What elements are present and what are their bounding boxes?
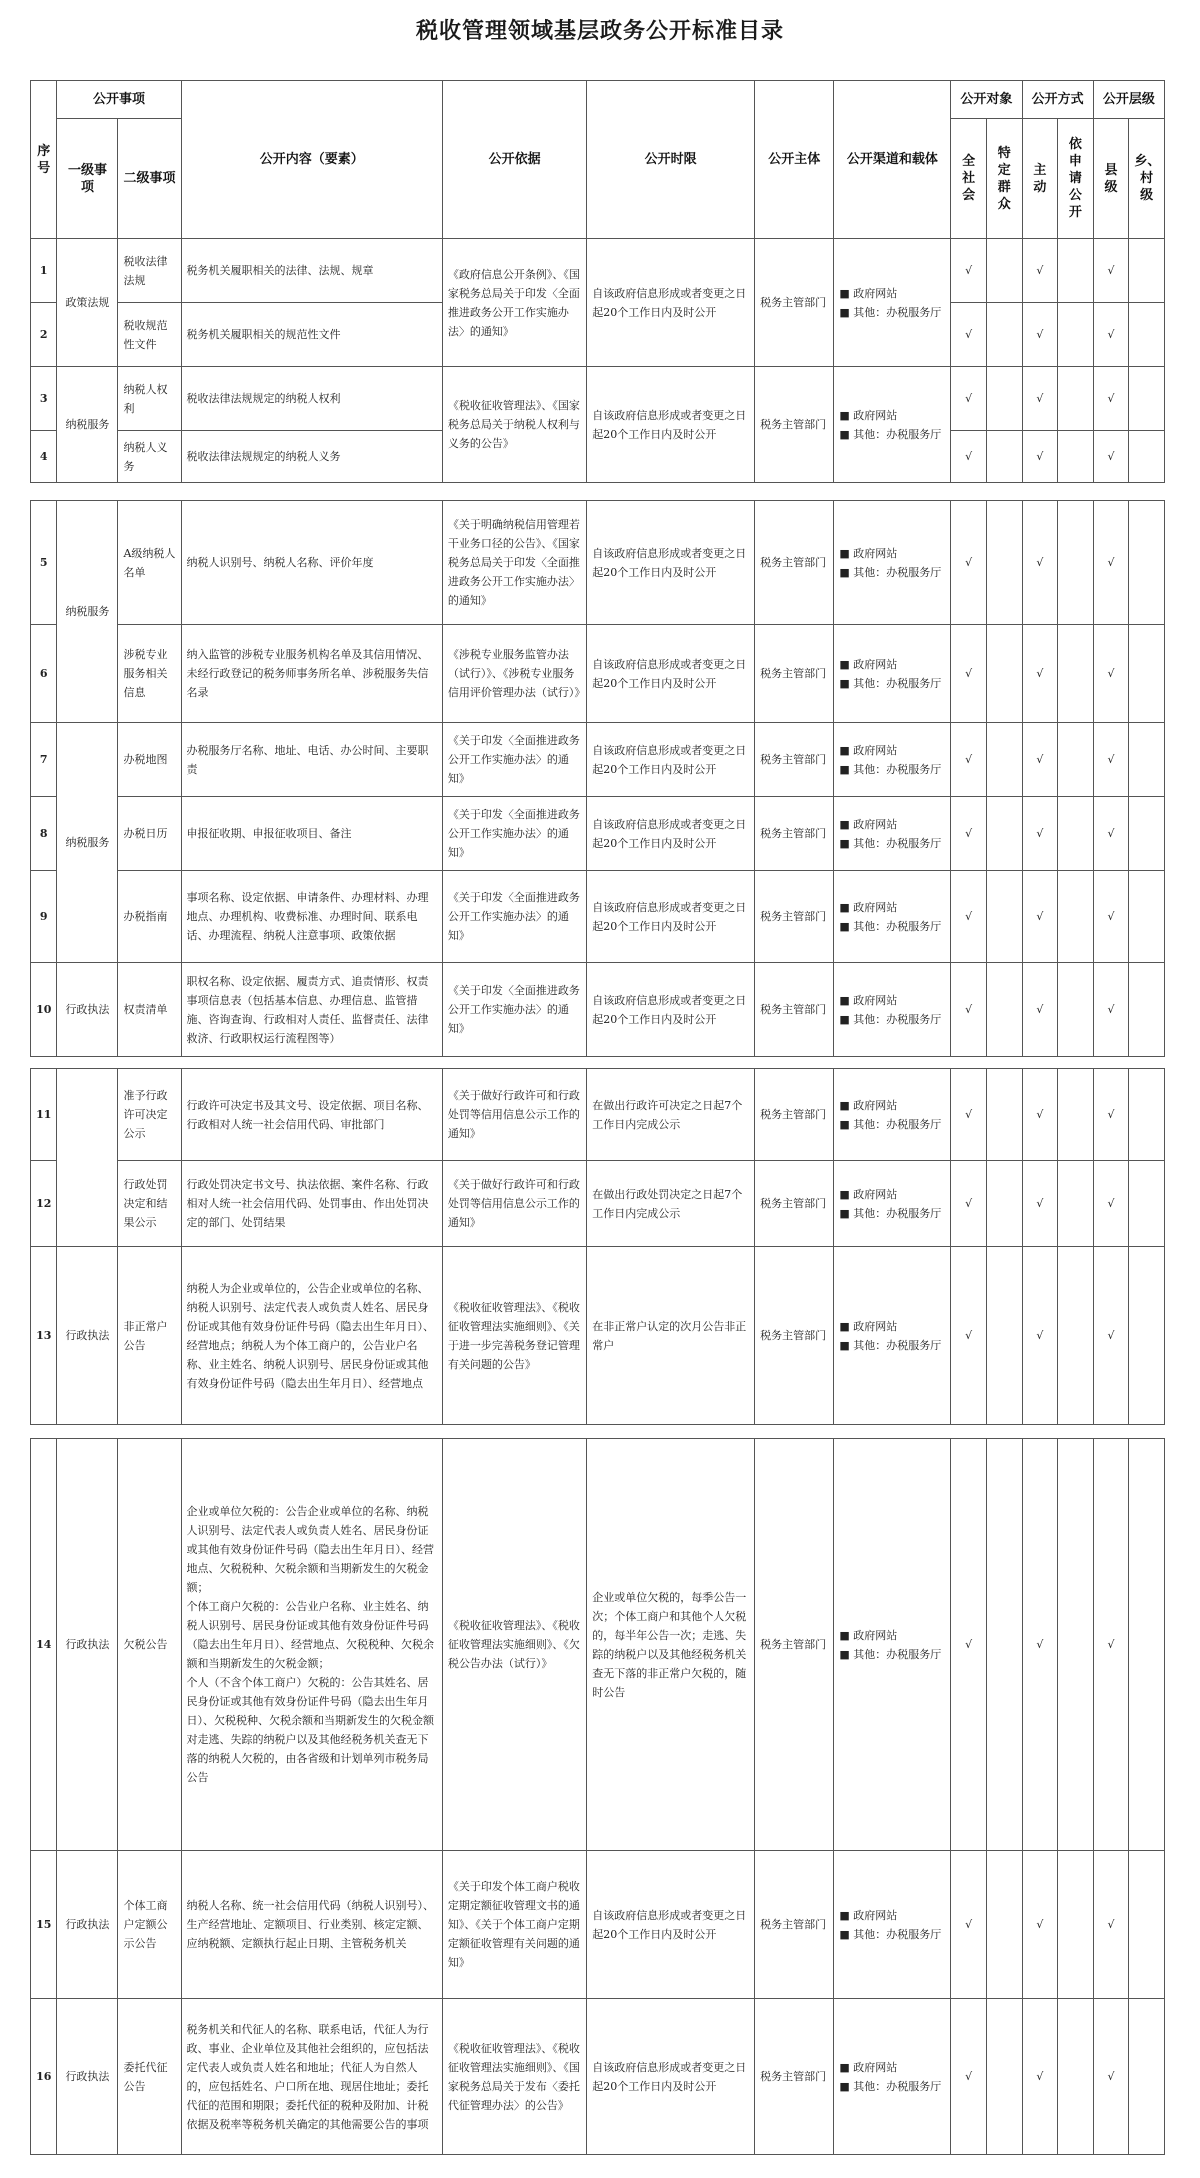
channel-web: ■ 政府网站 <box>839 1187 898 1201</box>
header-level-county: 县级 <box>1093 119 1129 239</box>
channel-other: ■ 其他：办税服务厅 <box>839 565 942 579</box>
row-basis: 《关于印发〈全面推进政务公开工作实施办法〉的通知》 <box>442 871 586 963</box>
row-seq: 11 <box>31 1069 57 1161</box>
row-basis: 《关于印发〈全面推进政务公开工作实施办法〉的通知》 <box>442 797 586 871</box>
row-time: 在非正常户认定的次月公告非正常户 <box>587 1247 755 1425</box>
catalog-table-section-4 <box>30 1438 1165 2155</box>
table-row <box>31 1999 1165 2155</box>
table-row <box>31 239 1165 303</box>
row-level2: 行政处罚决定和结果公示 <box>118 1161 181 1247</box>
check-level-county: √ <box>1093 239 1129 303</box>
row-time: 自该政府信息形成或者变更之日起20个工作日内及时公开 <box>587 239 755 367</box>
channel-web: ■ 政府网站 <box>839 1628 898 1642</box>
row-channel <box>834 1069 951 1161</box>
table-row <box>31 1439 1165 1851</box>
header-mode-request: 依申请公开 <box>1058 119 1094 239</box>
row-level2: 办税地图 <box>118 723 181 797</box>
check-target-all: √ <box>951 1439 987 1851</box>
table-row <box>31 871 1165 963</box>
row-seq: 4 <box>31 431 57 483</box>
check-level-county: √ <box>1093 871 1129 963</box>
channel-web: ■ 政府网站 <box>839 408 898 422</box>
header-channel: 公开渠道和载体 <box>834 81 951 239</box>
check-level-county: √ <box>1093 1851 1129 1999</box>
channel-other: ■ 其他：办税服务厅 <box>839 1927 942 1941</box>
row-subject: 税务主管部门 <box>755 1439 834 1851</box>
check-mode-active: √ <box>1022 871 1058 963</box>
row-seq: 13 <box>31 1247 57 1425</box>
row-subject: 税务主管部门 <box>755 239 834 367</box>
header-target-specific: 特定群众 <box>986 119 1022 239</box>
row-time: 自该政府信息形成或者变更之日起20个工作日内及时公开 <box>587 1999 755 2155</box>
channel-other: ■ 其他：办税服务厅 <box>839 676 942 690</box>
check-target-all: √ <box>951 625 987 723</box>
channel-web: ■ 政府网站 <box>839 1319 898 1333</box>
check-mode-active: √ <box>1022 431 1058 483</box>
row-content: 行政处罚决定书文号、执法依据、案件名称、行政相对人统一社会信用代码、处罚事由、作出处罚决定的部门、处罚结果 <box>181 1161 442 1247</box>
channel-other: ■ 其他：办税服务厅 <box>839 305 942 319</box>
channel-other: ■ 其他：办税服务厅 <box>839 762 942 776</box>
row-content: 纳税人名称、统一社会信用代码（纳税人识别号）、生产经营地址、定额项目、行业类别、核定定额、应纳税额、定额执行起止日期、主管税务机关 <box>181 1851 442 1999</box>
table-row <box>31 723 1165 797</box>
row-level2: 税收法律法规 <box>118 239 181 303</box>
row-content: 职权名称、设定依据、履责方式、追责情形、权责事项信息表（包括基本信息、办理信息、监管措施、咨询查询、行政相对人责任、监督责任、法律救济、行政职权运行流程图等） <box>181 963 442 1057</box>
row-seq: 6 <box>31 625 57 723</box>
header-subject: 公开主体 <box>755 81 834 239</box>
check-level-county: √ <box>1093 1069 1129 1161</box>
check-mode-active: √ <box>1022 1999 1058 2155</box>
row-channel <box>834 1439 951 1851</box>
row-content: 申报征收期、申报征收项目、备注 <box>181 797 442 871</box>
row-time: 自该政府信息形成或者变更之日起20个工作日内及时公开 <box>587 963 755 1057</box>
row-level2: 纳税人义务 <box>118 431 181 483</box>
row-time: 自该政府信息形成或者变更之日起20个工作日内及时公开 <box>587 723 755 797</box>
row-level1: 行政执法 <box>57 1851 118 1999</box>
row-content: 税收法律法规规定的纳税人义务 <box>181 431 442 483</box>
check-target-all: √ <box>951 501 987 625</box>
row-content: 纳税人为企业或单位的，公告企业或单位的名称、纳税人识别号、法定代表人或负责人姓名、居民身份证或其他有效身份证件号码（隐去出生年月日）、经营地点；纳税人为个体工商户的，公告业户名称、业主姓名、纳税人识别号、居民身份证或其他有效身份证件号码（隐去出生年月日）、经营地点 <box>181 1247 442 1425</box>
row-content: 办税服务厅名称、地址、电话、办公时间、主要职责 <box>181 723 442 797</box>
row-level1: 纳税服务 <box>57 501 118 723</box>
channel-other: ■ 其他：办税服务厅 <box>839 427 942 441</box>
check-level-county: √ <box>1093 367 1129 431</box>
channel-web: ■ 政府网站 <box>839 900 898 914</box>
row-level2: 权责清单 <box>118 963 181 1057</box>
row-seq: 14 <box>31 1439 57 1851</box>
row-channel <box>834 797 951 871</box>
row-channel <box>834 367 951 483</box>
channel-web: ■ 政府网站 <box>839 743 898 757</box>
row-basis: 《涉税专业服务监管办法（试行）》、《涉税专业服务信用评价管理办法（试行）》 <box>442 625 586 723</box>
table-row <box>31 1247 1165 1425</box>
check-target-all: √ <box>951 367 987 431</box>
check-target-all: √ <box>951 239 987 303</box>
row-basis: 《政府信息公开条例》、《国家税务总局关于印发〈全面推进政务公开工作实施办法〉的通知》 <box>442 239 586 367</box>
check-level-county: √ <box>1093 303 1129 367</box>
row-basis: 《税收征收管理法》、《税收征收管理法实施细则》、《关于进一步完善税务登记管理有关问题的公告》 <box>442 1247 586 1425</box>
check-mode-active: √ <box>1022 303 1058 367</box>
row-level1: 纳税服务 <box>57 367 118 483</box>
channel-other: ■ 其他：办税服务厅 <box>839 919 942 933</box>
channel-other: ■ 其他：办税服务厅 <box>839 2079 942 2093</box>
row-time: 自该政府信息形成或者变更之日起20个工作日内及时公开 <box>587 367 755 483</box>
row-channel <box>834 871 951 963</box>
channel-other: ■ 其他：办税服务厅 <box>839 1012 942 1026</box>
row-basis: 《税收征收管理法》、《税收征收管理法实施细则》、《国家税务总局关于发布〈委托代征管理办法〉的公告》 <box>442 1999 586 2155</box>
row-time: 自该政府信息形成或者变更之日起20个工作日内及时公开 <box>587 501 755 625</box>
header-level-town: 乡、村级 <box>1129 119 1165 239</box>
table-row <box>31 797 1165 871</box>
row-level1: 行政执法 <box>57 963 118 1057</box>
check-target-all: √ <box>951 303 987 367</box>
check-mode-active: √ <box>1022 367 1058 431</box>
row-level1: 行政执法 <box>57 1247 118 1425</box>
row-basis: 《关于明确纳税信用管理若干业务口径的公告》、《国家税务总局关于印发〈全面推进政务公开工作实施办法〉的通知》 <box>442 501 586 625</box>
row-channel <box>834 501 951 625</box>
channel-web: ■ 政府网站 <box>839 546 898 560</box>
row-subject: 税务主管部门 <box>755 1999 834 2155</box>
document-title: 税收管理领域基层政务公开标准目录 <box>415 19 784 44</box>
check-level-county: √ <box>1093 1161 1129 1247</box>
row-channel <box>834 1247 951 1425</box>
catalog-table-section-3 <box>30 1068 1165 1425</box>
check-target-all: √ <box>951 1161 987 1247</box>
check-target-all: √ <box>951 723 987 797</box>
row-content: 税务机关履职相关的规范性文件 <box>181 303 442 367</box>
check-target-all: √ <box>951 1247 987 1425</box>
channel-other: ■ 其他：办税服务厅 <box>839 1647 942 1661</box>
row-time: 自该政府信息形成或者变更之日起20个工作日内及时公开 <box>587 871 755 963</box>
row-level2: A级纳税人名单 <box>118 501 181 625</box>
channel-web: ■ 政府网站 <box>839 286 898 300</box>
row-channel <box>834 239 951 367</box>
row-content: 纳入监管的涉税专业服务机构名单及其信用情况、未经行政登记的税务师事务所名单、涉税服务失信名录 <box>181 625 442 723</box>
check-mode-active: √ <box>1022 1851 1058 1999</box>
row-level2: 非正常户公告 <box>118 1247 181 1425</box>
header-time-limit: 公开时限 <box>587 81 755 239</box>
row-seq: 2 <box>31 303 57 367</box>
row-subject: 税务主管部门 <box>755 797 834 871</box>
check-level-county: √ <box>1093 963 1129 1057</box>
check-target-all: √ <box>951 1999 987 2155</box>
row-basis: 《关于印发〈全面推进政务公开工作实施办法〉的通知》 <box>442 723 586 797</box>
check-level-county: √ <box>1093 501 1129 625</box>
row-level1: 行政执法 <box>57 1999 118 2155</box>
row-seq: 1 <box>31 239 57 303</box>
row-basis: 《关于做好行政许可和行政处罚等信用信息公示工作的通知》 <box>442 1161 586 1247</box>
row-time: 企业或单位欠税的，每季公告一次；个体工商户和其他个人欠税的，每半年公告一次；走逃、失踪的纳税户以及其他经税务机关查无下落的非正常户欠税的，随时公告 <box>587 1439 755 1851</box>
header-level: 公开层级 <box>1093 81 1164 119</box>
row-level2: 税收规范性文件 <box>118 303 181 367</box>
check-mode-active: √ <box>1022 1161 1058 1247</box>
row-level2: 欠税公告 <box>118 1439 181 1851</box>
header-level1: 一级事项 <box>57 119 118 239</box>
row-content: 税务机关履职相关的法律、法规、规章 <box>181 239 442 303</box>
row-time: 在做出行政许可决定之日起7个工作日内完成公示 <box>587 1069 755 1161</box>
catalog-table-section-1 <box>30 80 1165 483</box>
row-subject: 税务主管部门 <box>755 1069 834 1161</box>
table-row <box>31 1069 1165 1161</box>
check-level-county: √ <box>1093 431 1129 483</box>
table-row <box>31 963 1165 1057</box>
table-row <box>31 1851 1165 1999</box>
row-subject: 税务主管部门 <box>755 871 834 963</box>
row-content: 行政许可决定书及其文号、设定依据、项目名称、行政相对人统一社会信用代码、审批部门 <box>181 1069 442 1161</box>
row-seq: 8 <box>31 797 57 871</box>
check-level-county: √ <box>1093 1439 1129 1851</box>
table-row <box>31 625 1165 723</box>
header-content: 公开内容（要素） <box>181 81 442 239</box>
row-seq: 9 <box>31 871 57 963</box>
check-mode-active: √ <box>1022 797 1058 871</box>
check-target-all: √ <box>951 1069 987 1161</box>
check-mode-active: √ <box>1022 1439 1058 1851</box>
check-level-county: √ <box>1093 723 1129 797</box>
row-subject: 税务主管部门 <box>755 723 834 797</box>
header-items: 公开事项 <box>57 81 181 119</box>
channel-web: ■ 政府网站 <box>839 993 898 1007</box>
row-subject: 税务主管部门 <box>755 1247 834 1425</box>
row-seq: 16 <box>31 1999 57 2155</box>
row-seq: 7 <box>31 723 57 797</box>
check-target-all: √ <box>951 871 987 963</box>
catalog-table-section-2 <box>30 500 1165 1057</box>
row-level2: 准予行政许可决定公示 <box>118 1069 181 1161</box>
row-time: 自该政府信息形成或者变更之日起20个工作日内及时公开 <box>587 625 755 723</box>
table-row <box>31 367 1165 431</box>
row-subject: 税务主管部门 <box>755 625 834 723</box>
channel-other: ■ 其他：办税服务厅 <box>839 836 942 850</box>
row-subject: 税务主管部门 <box>755 963 834 1057</box>
row-channel <box>834 723 951 797</box>
row-seq: 5 <box>31 501 57 625</box>
row-seq: 15 <box>31 1851 57 1999</box>
row-basis: 《税收征收管理法》、《税收征收管理法实施细则》、《欠税公告办法（试行）》 <box>442 1439 586 1851</box>
header-mode: 公开方式 <box>1022 81 1093 119</box>
header-mode-active: 主动 <box>1022 119 1058 239</box>
row-level2: 个体工商户定额公示公告 <box>118 1851 181 1999</box>
row-content: 企业或单位欠税的：公告企业或单位的名称、纳税人识别号、法定代表人或负责人姓名、居民身份证或其他有效身份证件号码（隐去出生年月日）、经营地点、欠税税种、欠税余额和当期新发生的欠税金额； 个体工商户欠税的：公告业户名称、业主姓名、纳税人识别号、居民身份证或其他有效身份证件号码（隐去出生年月日）、经营地点、欠税税种、欠税余额和当期新发生的欠税金额； 个人（不含个体工商户）欠税的：公告其姓名、居民身份证或其他有效身份证件号码（隐去出生年月日）、欠税税种、欠税余额和当期新发生的欠税金额 对走逃、失踪的纳税户以及其他经税务机关查无下落的纳税人欠税的，由各省级和计划单列市税务局公告 <box>181 1439 442 1851</box>
row-level2: 纳税人权利 <box>118 367 181 431</box>
header-level2: 二级事项 <box>118 119 181 239</box>
row-seq: 12 <box>31 1161 57 1247</box>
row-seq: 3 <box>31 367 57 431</box>
channel-other: ■ 其他：办税服务厅 <box>839 1117 942 1131</box>
row-level2: 涉税专业服务相关信息 <box>118 625 181 723</box>
row-channel <box>834 1161 951 1247</box>
table-row <box>31 501 1165 625</box>
header-target: 公开对象 <box>951 81 1022 119</box>
row-subject: 税务主管部门 <box>755 367 834 483</box>
row-content: 税收法律法规规定的纳税人权利 <box>181 367 442 431</box>
row-basis: 《税收征收管理法》、《国家税务总局关于纳税人权利与义务的公告》 <box>442 367 586 483</box>
row-level2: 委托代征公告 <box>118 1999 181 2155</box>
row-level2: 办税指南 <box>118 871 181 963</box>
row-time: 自该政府信息形成或者变更之日起20个工作日内及时公开 <box>587 1851 755 1999</box>
check-target-all: √ <box>951 963 987 1057</box>
row-channel <box>834 1999 951 2155</box>
channel-other: ■ 其他：办税服务厅 <box>839 1206 942 1220</box>
check-mode-active: √ <box>1022 625 1058 723</box>
channel-web: ■ 政府网站 <box>839 817 898 831</box>
check-mode-active: √ <box>1022 239 1058 303</box>
row-content: 事项名称、设定依据、申请条件、办理材料、办理地点、办理机构、收费标准、办理时间、联系电话、办理流程、纳税人注意事项、政策依据 <box>181 871 442 963</box>
row-level1: 政策法规 <box>57 239 118 367</box>
row-channel <box>834 625 951 723</box>
row-basis: 《关于印发〈全面推进政务公开工作实施办法〉的通知》 <box>442 963 586 1057</box>
row-level2: 办税日历 <box>118 797 181 871</box>
row-channel <box>834 1851 951 1999</box>
row-seq: 10 <box>31 963 57 1057</box>
channel-web: ■ 政府网站 <box>839 657 898 671</box>
row-time: 在做出行政处罚决定之日起7个工作日内完成公示 <box>587 1161 755 1247</box>
channel-other: ■ 其他：办税服务厅 <box>839 1338 942 1352</box>
header-seq: 序号 <box>31 81 57 239</box>
table-row <box>31 1161 1165 1247</box>
header-basis: 公开依据 <box>442 81 586 239</box>
channel-web: ■ 政府网站 <box>839 1908 898 1922</box>
check-target-all: √ <box>951 431 987 483</box>
row-basis: 《关于做好行政许可和行政处罚等信用信息公示工作的通知》 <box>442 1069 586 1161</box>
check-mode-active: √ <box>1022 1069 1058 1161</box>
check-mode-active: √ <box>1022 963 1058 1057</box>
row-content: 纳税人识别号、纳税人名称、评价年度 <box>181 501 442 625</box>
check-level-county: √ <box>1093 625 1129 723</box>
row-subject: 税务主管部门 <box>755 1161 834 1247</box>
row-level1: 纳税服务 <box>57 723 118 963</box>
row-basis: 《关于印发个体工商户税收定期定额征收管理文书的通知》、《关于个体工商户定期定额征收管理有关问题的通知》 <box>442 1851 586 1999</box>
row-subject: 税务主管部门 <box>755 501 834 625</box>
check-mode-active: √ <box>1022 501 1058 625</box>
row-level1: 行政执法 <box>57 1439 118 1851</box>
row-time: 自该政府信息形成或者变更之日起20个工作日内及时公开 <box>587 797 755 871</box>
check-target-all: √ <box>951 1851 987 1999</box>
row-subject: 税务主管部门 <box>755 1851 834 1999</box>
check-level-county: √ <box>1093 1999 1129 2155</box>
check-mode-active: √ <box>1022 1247 1058 1425</box>
channel-web: ■ 政府网站 <box>839 2060 898 2074</box>
check-level-county: √ <box>1093 1247 1129 1425</box>
row-channel <box>834 963 951 1057</box>
row-content: 税务机关和代征人的名称、联系电话，代征人为行政、事业、企业单位及其他社会组织的，应包括法定代表人或负责人姓名和地址；代征人为自然人的，应包括姓名、户口所在地、现居住地址；委托代征的范围和期限；委托代征的税种及附加、计税依据及税率等税务机关确定的其他需要公告的事项 <box>181 1999 442 2155</box>
check-level-county: √ <box>1093 797 1129 871</box>
check-target-all: √ <box>951 797 987 871</box>
header-target-all: 全社会 <box>951 119 987 239</box>
check-mode-active: √ <box>1022 723 1058 797</box>
channel-web: ■ 政府网站 <box>839 1098 898 1112</box>
